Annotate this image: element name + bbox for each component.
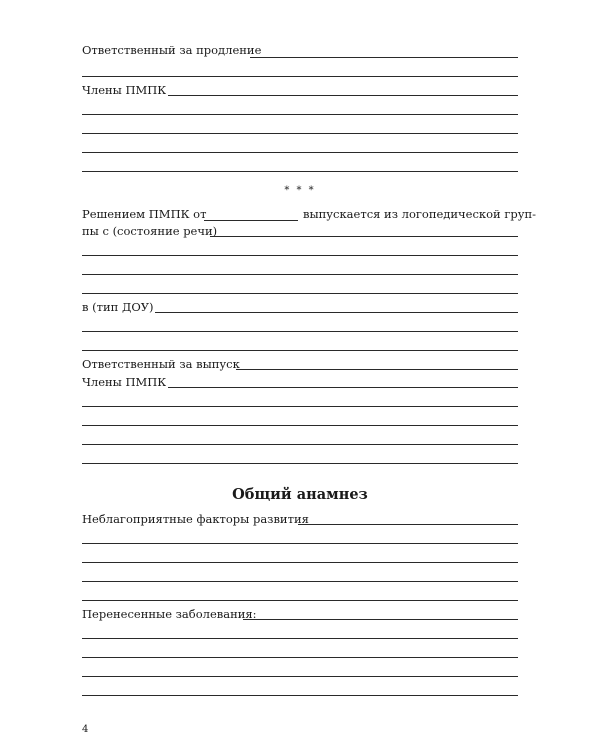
fill-line[interactable] <box>82 406 518 407</box>
fill-line[interactable] <box>82 638 518 639</box>
released-text: выпускается из логопедической груп- <box>303 207 537 221</box>
members-release-label: Члены ПМПК <box>82 375 167 389</box>
factors-label: Неблагоприятные факторы развития <box>82 512 309 526</box>
section-title: Общий анамнез <box>232 486 368 503</box>
fill-line[interactable] <box>82 676 518 677</box>
responsible-extension-label: Ответственный за продление <box>82 43 262 57</box>
members-extension-line[interactable] <box>168 95 518 96</box>
fill-line[interactable] <box>82 133 518 134</box>
fill-line[interactable] <box>82 695 518 696</box>
decision-label: Решением ПМПК от <box>82 207 207 221</box>
page-number: 4 <box>82 724 89 735</box>
fill-line[interactable] <box>82 581 518 582</box>
speech-state-label: пы с (состояние речи) <box>82 224 218 238</box>
fill-line[interactable] <box>82 600 518 601</box>
fill-line[interactable] <box>82 562 518 563</box>
diseases-label: Перенесенные заболевания: <box>82 607 257 621</box>
fill-line[interactable] <box>82 171 518 172</box>
fill-line[interactable] <box>82 543 518 544</box>
fill-line[interactable] <box>82 657 518 658</box>
members-extension-label: Члены ПМПК <box>82 83 167 97</box>
responsible-release-line[interactable] <box>236 369 518 370</box>
fill-line[interactable] <box>82 444 518 445</box>
dou-type-line[interactable] <box>155 312 518 313</box>
fill-line[interactable] <box>82 152 518 153</box>
dou-type-label: в (тип ДОУ) <box>82 300 154 314</box>
fill-line[interactable] <box>82 114 518 115</box>
fill-line[interactable] <box>82 255 518 256</box>
fill-line[interactable] <box>82 350 518 351</box>
responsible-extension-line[interactable] <box>250 57 518 58</box>
fill-line[interactable] <box>82 331 518 332</box>
fill-line[interactable] <box>82 274 518 275</box>
section-separator: * * * <box>284 185 316 196</box>
factors-line[interactable] <box>298 524 518 525</box>
decision-date-line[interactable] <box>204 220 298 221</box>
speech-state-line[interactable] <box>210 236 518 237</box>
diseases-line[interactable] <box>243 619 518 620</box>
fill-line[interactable] <box>82 293 518 294</box>
responsible-release-label: Ответственный за выпуск <box>82 357 240 371</box>
fill-line[interactable] <box>82 463 518 464</box>
fill-line[interactable] <box>82 425 518 426</box>
members-release-line[interactable] <box>168 387 518 388</box>
fill-line[interactable] <box>82 76 518 77</box>
